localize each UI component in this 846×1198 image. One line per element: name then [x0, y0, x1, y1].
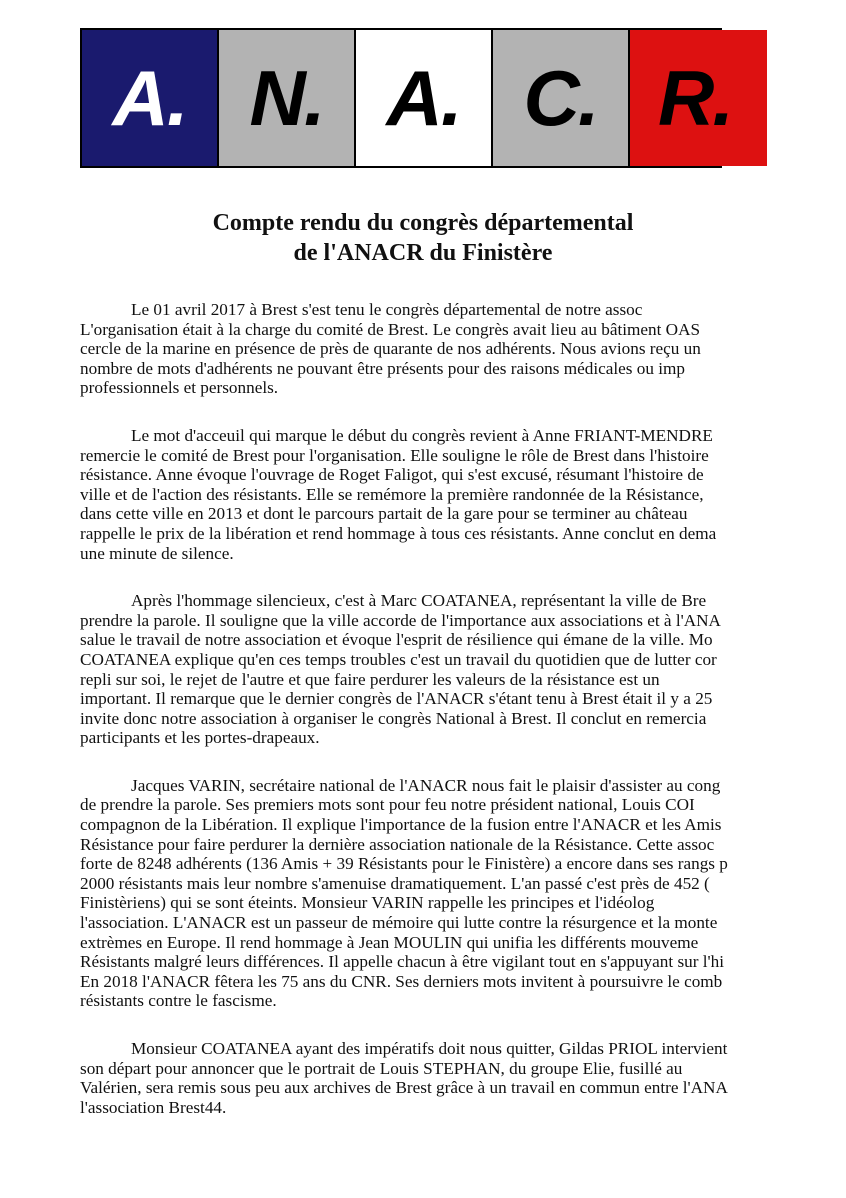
- text-line: rappelle le prix de la libération et rend hommage à tous ces résistants. Anne conclut en dema: [80, 523, 717, 543]
- text-line: Résistance pour faire perdurer la dernière association nationale de la Résistance. Cette assoc: [80, 834, 715, 854]
- paragraph: [80, 426, 722, 563]
- text-line: L'organisation était à la charge du comité de Brest. Le congrès avait lieu au bâtiment OAS: [80, 319, 701, 339]
- text-line: résistance. Anne évoque l'ouvrage de Roget Faligot, qui s'est excusé, résumant l'histoire de: [80, 465, 704, 485]
- logo-letter: A.: [112, 54, 187, 142]
- text-line: dans cette ville en 2013 et dont le parcours partait de la gare pour se terminer au château: [80, 504, 688, 524]
- logo-tile-c: [493, 30, 630, 166]
- document-body: [80, 300, 728, 1145]
- logo-tile-r: [630, 30, 767, 166]
- text-line: repli sur soi, le rejet de l'autre et que faire perdurer les valeurs de la résistance est un: [80, 669, 660, 689]
- text-line: compagnon de la Libération. Il explique l'importance de la fusion entre l'ANACR et les Amis: [80, 815, 722, 835]
- text-line: Finistèriens) qui se sont éteints. Monsieur VARIN rappelle les principes et l'idéolog: [80, 893, 655, 913]
- paragraph: [80, 1039, 728, 1117]
- logo-tile-a: [82, 30, 219, 166]
- text-line: Monsieur COATANEA ayant des impératifs doit nous quitter, Gildas PRIOL intervient: [131, 1039, 728, 1058]
- text-line: forte de 8248 adhérents (136 Amis + 39 Résistants pour le Finistère) a encore dans ses rangs p: [80, 854, 728, 874]
- logo-letter: A.: [386, 54, 461, 142]
- anacr-logo-banner: [80, 28, 732, 168]
- logo-letter: C.: [523, 54, 598, 142]
- text-line: Valérien, sera remis sous peu aux archives de Brest grâce à un travail en commun entre l'ANA: [80, 1078, 728, 1098]
- paragraph: [80, 775, 728, 1011]
- text-line: cercle de la marine en présence de près de quarante de nos adhérents. Nous avions reçu un: [80, 339, 701, 359]
- text-line: l'association. L'ANACR est un passeur de mémoire qui lutte contre la résurgence et la monte: [80, 913, 718, 933]
- text-line: son départ pour annoncer que le portrait de Louis STEPHAN, du groupe Elie, fusillé au: [80, 1058, 683, 1078]
- document-title: [80, 208, 766, 268]
- text-line: une minute de silence.: [80, 543, 234, 563]
- text-line: participants et les portes-drapeaux.: [80, 728, 320, 748]
- text-line: Le 01 avril 2017 à Brest s'est tenu le congrès départemental de notre assoc: [131, 300, 643, 319]
- text-line: prendre la parole. Il souligne que la ville accorde de l'importance aux associations et à l'ANA: [80, 610, 721, 630]
- logo-letter: R.: [658, 54, 732, 142]
- text-line: extrèmes en Europe. Il rend hommage à Jean MOULIN qui unifia les différents mouveme: [80, 932, 699, 952]
- paragraph: [80, 591, 722, 748]
- text-line: de prendre la parole. Ses premiers mots sont pour feu notre président national, Louis COI: [80, 795, 695, 815]
- text-line: Résistants malgré leurs différences. Il appelle chacun à être vigilant tout en s'appuyant sur l'hi: [80, 952, 724, 972]
- text-line: invite donc notre association à organiser le congrès National à Brest. Il conclut en remercia: [80, 708, 707, 728]
- text-line: 2000 résistants mais leur nombre s'amenuise dramatiquement. L'an passé c'est près de 452 (: [80, 873, 710, 893]
- text-line: salue le travail de notre association et évoque l'esprit de résilience qui émane de la ville. Mo: [80, 630, 713, 650]
- text-line: professionnels et personnels.: [80, 378, 279, 398]
- text-line: Jacques VARIN, secrétaire national de l'ANACR nous fait le plaisir d'assister au cong: [131, 775, 721, 795]
- paragraph: [80, 300, 722, 398]
- text-line: remercie le comité de Brest pour l'organisation. Elle souligne le rôle de Brest dans l'histoire: [80, 445, 709, 465]
- text-line: résistants contre le fascisme.: [80, 991, 277, 1011]
- text-line: ville et de l'action des résistants. Elle se remémore la première randonnée de la Résistance,: [80, 484, 704, 504]
- title-line: Compte rendu du congrès départemental: [212, 210, 634, 236]
- text-line: l'association Brest44.: [80, 1097, 227, 1117]
- logo-letter: N.: [249, 54, 324, 142]
- logo-tile-a2: [356, 30, 493, 166]
- title-line: de l'ANACR du Finistère: [293, 240, 553, 266]
- logo-tile-n: [219, 30, 356, 166]
- text-line: En 2018 l'ANACR fêtera les 75 ans du CNR. Ses derniers mots invitent à poursuivre le comb: [80, 971, 723, 991]
- text-line: Le mot d'acceuil qui marque le début du congrès revient à Anne FRIANT-MENDRE: [131, 425, 713, 445]
- text-line: Après l'hommage silencieux, c'est à Marc COATANEA, représentant la ville de Bre: [131, 591, 707, 611]
- text-line: COATANEA explique qu'en ces temps troubles c'est un travail du quotidien que de lutter cor: [80, 649, 717, 669]
- text-line: nombre de mots d'adhérents ne pouvant être présents pour des raisons médicales ou imp: [80, 358, 685, 378]
- text-line: important. Il remarque que le dernier congrès de l'ANACR s'étant tenu à Brest était il y a 25: [80, 689, 713, 709]
